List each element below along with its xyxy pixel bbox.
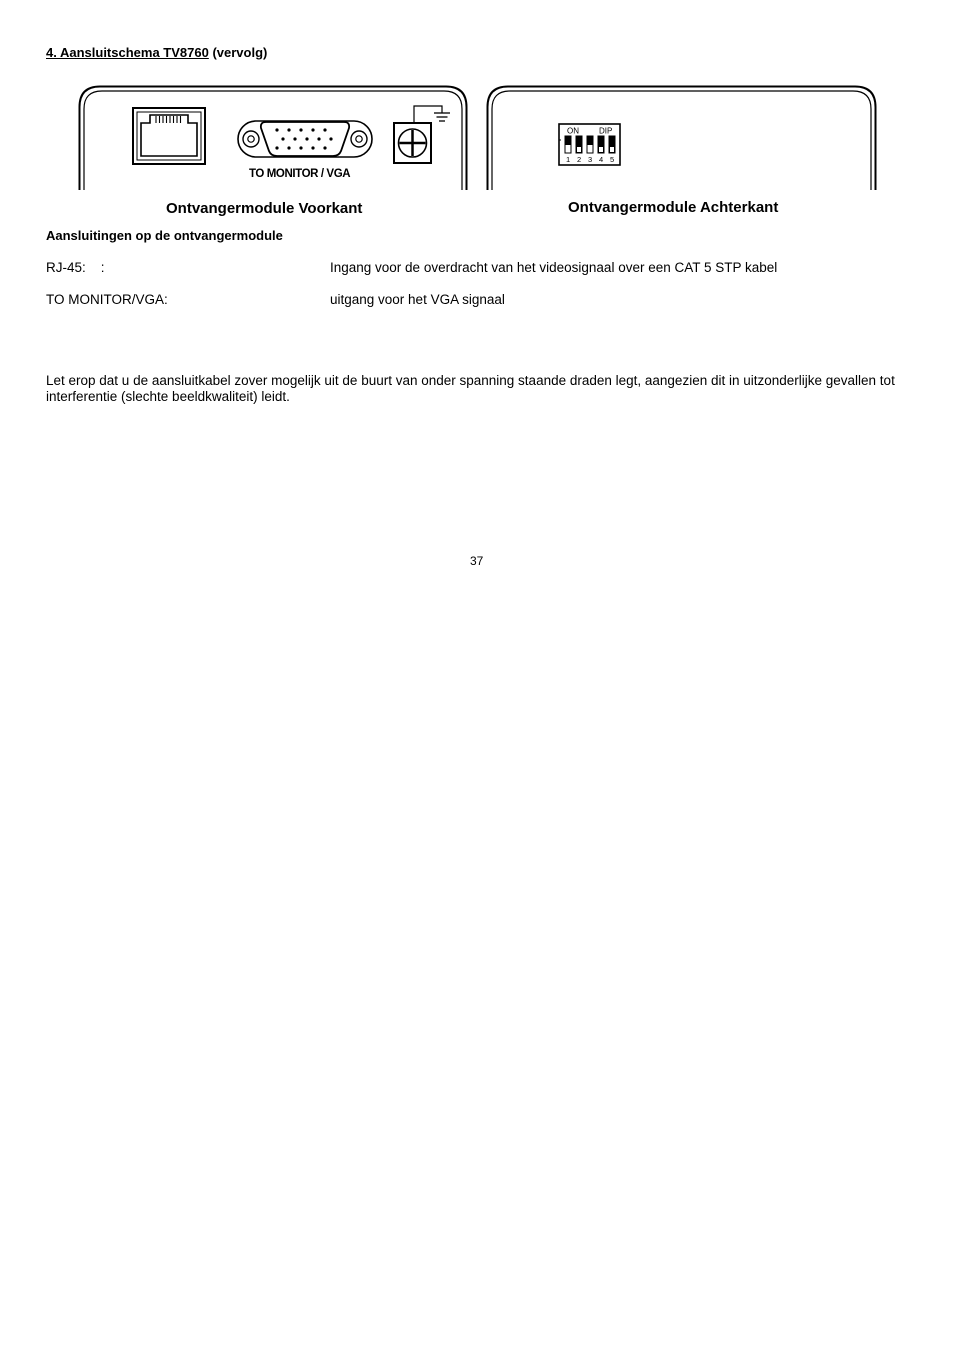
back-panel-caption: Ontvangermodule Achterkant	[568, 199, 779, 216]
connection-description: Ingang voor de overdracht van het videosignaal over een CAT 5 STP kabel	[330, 260, 778, 275]
ground-terminal-icon	[394, 106, 450, 163]
receiver-back-panel-diagram	[486, 85, 877, 191]
section-heading-suffix: (vervolg)	[208, 45, 268, 60]
connection-label: RJ-45: :	[46, 260, 105, 275]
page-number: 37	[470, 554, 484, 568]
dip-switch-icon	[559, 124, 620, 165]
vga-port-label: TO MONITOR / VGA	[249, 168, 351, 180]
dip-number: 5	[610, 155, 615, 164]
dip-number: 2	[577, 155, 582, 164]
dip-label: DIP	[599, 126, 613, 136]
dip-on-label: ON	[567, 126, 579, 136]
dip-number: 3	[588, 155, 593, 164]
section-heading	[46, 45, 267, 60]
front-panel-caption: Ontvangermodule Voorkant	[166, 200, 363, 217]
interference-note: Let erop dat u de aansluitkabel zover mogelijk uit de buurt van onder spanning staande draden legt, aangezien dit in uitzonderlijke gevallen tot interferentie (slechte beeldkwaliteit) leidt.	[46, 373, 895, 404]
vga-port-icon	[238, 121, 372, 157]
connections-title: Aansluitingen op de ontvangermodule	[46, 228, 283, 243]
receiver-front-panel-diagram	[78, 85, 468, 191]
dip-number: 4	[599, 155, 604, 164]
connection-label: TO MONITOR/VGA:	[46, 292, 168, 307]
dip-number: 1	[566, 155, 571, 164]
connection-description: uitgang voor het VGA signaal	[330, 292, 505, 307]
section-heading-title: 4. Aansluitschema TV8760	[46, 45, 209, 60]
rj45-port-icon	[133, 108, 205, 164]
